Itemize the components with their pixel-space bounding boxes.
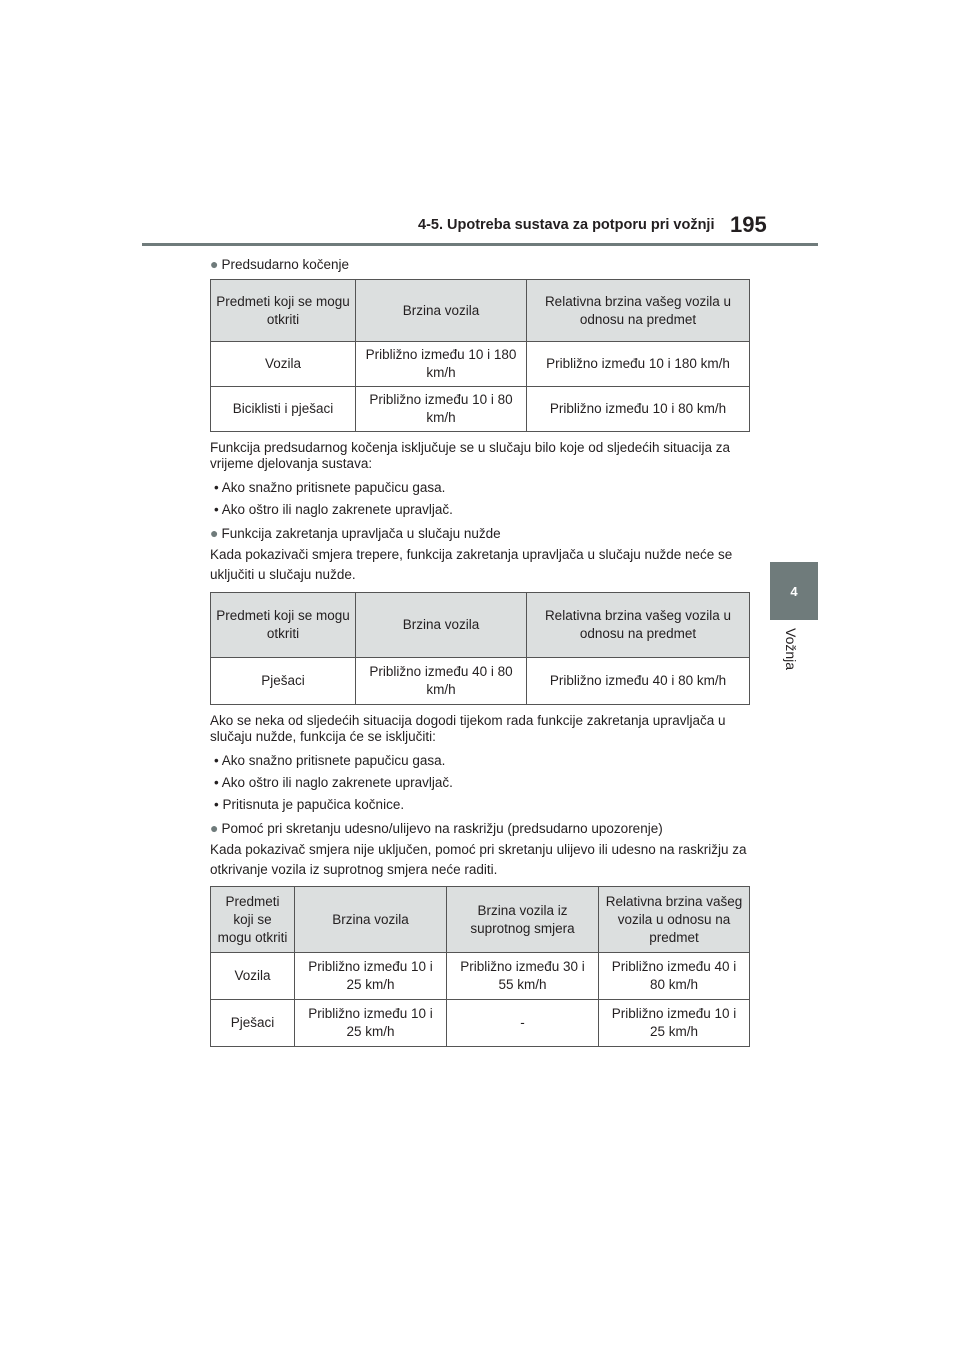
section-heading	[210, 256, 750, 273]
table-cell: Biciklisti i pješaci	[211, 387, 356, 432]
table-cell: Pješaci	[211, 1000, 295, 1047]
column-header: Relativna brzina vašeg vozila u odnosu na predmet	[527, 280, 750, 342]
table-cell: Približno između 10 i 180 km/h	[527, 342, 750, 387]
bullet-icon: ●	[210, 820, 219, 836]
table-cell: Približno između 10 i 180 km/h	[356, 342, 527, 387]
list-item: • Ako oštro ili naglo zakrenete upravljač.	[214, 775, 453, 790]
heading-text: Pomoć pri skretanju udesno/ulijevo na raskrižju (predsudarno upozorenje)	[221, 821, 663, 836]
table-cell: Pješaci	[211, 658, 356, 705]
heading-text: Predsudarno kočenje	[221, 257, 350, 272]
table-cell: Približno između 10 i 80 km/h	[356, 387, 527, 432]
table-cell: Približno između 40 i 80 km/h	[599, 953, 750, 1000]
column-header: Brzina vozila	[356, 593, 527, 658]
list-item: • Pritisnuta je papučica kočnice.	[214, 797, 405, 812]
bullet-icon: ●	[210, 525, 219, 541]
spec-table	[210, 592, 750, 705]
paragraph: Funkcija predsudarnog kočenja isključuje se u slučaju bilo koje od sljedećih situacija za vrijeme djelovanja sustava:	[210, 440, 731, 471]
list-item: • Ako snažno pritisnete papučicu gasa.	[214, 480, 446, 495]
table-cell: Približno između 10 i 25 km/h	[295, 953, 447, 1000]
column-header: Brzina vozila	[295, 887, 447, 953]
table-row	[211, 342, 750, 387]
column-header: Predmeti koji se mogu otkriti	[211, 887, 295, 953]
section-heading	[210, 820, 750, 837]
table-row	[211, 953, 750, 1000]
column-header: Brzina vozila iz suprotnog smjera	[447, 887, 599, 953]
table-cell: Približno između 10 i 25 km/h	[599, 1000, 750, 1047]
list-item: • Ako oštro ili naglo zakrenete upravljač.	[214, 502, 453, 517]
section-title: 4-5. Upotreba sustava za potporu pri vožnji	[418, 217, 715, 233]
table-cell: Približno između 40 i 80 km/h	[527, 658, 750, 705]
table-cell: Vozila	[211, 953, 295, 1000]
section-heading	[210, 525, 750, 542]
paragraph: Kada pokazivači smjera trepere, funkcija zakretanja upravljača u slučaju nužde neće se uključiti u slučaju nužde.	[210, 547, 733, 582]
table-cell: Približno između 10 i 80 km/h	[527, 387, 750, 432]
table-cell: Približno između 10 i 25 km/h	[295, 1000, 447, 1047]
column-header: Predmeti koji se mogu otkriti	[211, 593, 356, 658]
table-row	[211, 1000, 750, 1047]
paragraph: Ako se neka od sljedećih situacija dogodi tijekom rada funkcije zakretanja upravljača u slučaju nužde, funkcija će se isključiti:	[210, 713, 726, 744]
bullet-icon: ●	[210, 256, 219, 272]
list-item: • Ako snažno pritisnete papučicu gasa.	[214, 753, 446, 768]
table-row	[211, 387, 750, 432]
heading-text: Funkcija zakretanja upravljača u slučaju nužde	[221, 526, 501, 541]
table-row	[211, 658, 750, 705]
table-cell: Približno između 40 i 80 km/h	[356, 658, 527, 705]
table-cell: Vozila	[211, 342, 356, 387]
chapter-label: Vožnja	[783, 628, 799, 671]
column-header: Relativna brzina vašeg vozila u odnosu na predmet	[599, 887, 750, 953]
table-cell: -	[447, 1000, 599, 1047]
column-header: Predmeti koji se mogu otkriti	[211, 280, 356, 342]
table-cell: Približno između 30 i 55 km/h	[447, 953, 599, 1000]
page-number: 195	[730, 212, 767, 237]
column-header: Brzina vozila	[356, 280, 527, 342]
header-rule	[142, 243, 818, 246]
spec-table	[210, 886, 750, 1047]
column-header: Relativna brzina vašeg vozila u odnosu na predmet	[527, 593, 750, 658]
spec-table	[210, 279, 750, 432]
paragraph: Kada pokazivač smjera nije uključen, pomoć pri skretanju ulijevo ili udesno na raskrižju za otkrivanje vozila iz suprotnog smjera neće raditi.	[210, 842, 747, 877]
chapter-tab: 4	[770, 562, 818, 620]
